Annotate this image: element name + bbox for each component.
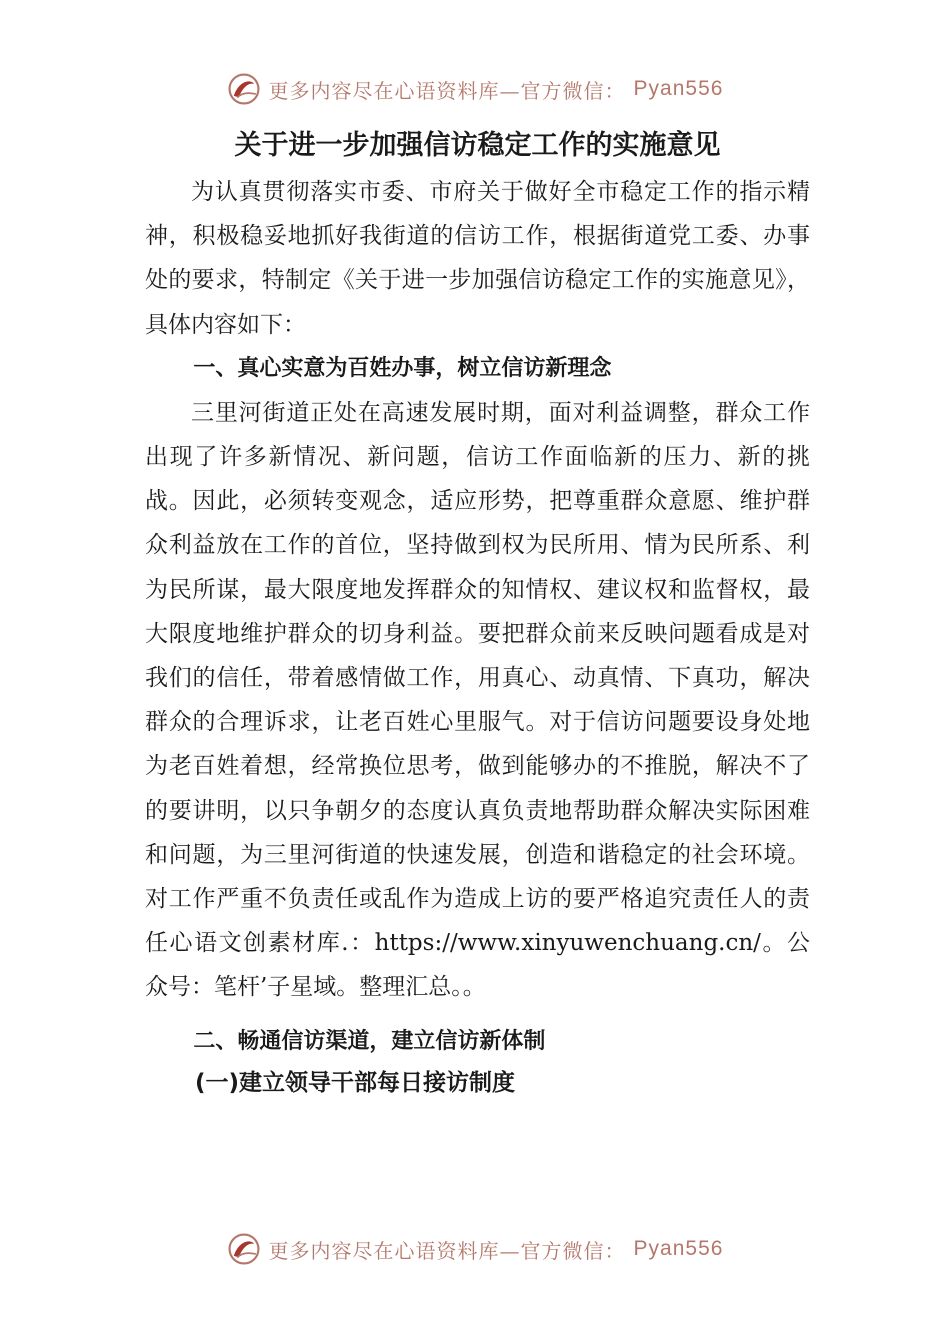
section1-paragraph: 三里河街道正处在高速发展时期，面对利益调整，群众工作出现了许多新情况、新问题，信访工作面临新的压力、新的挑战。因此，必须转变观念，适应形势，把尊重群众意愿、维护群众利益放在工作的首位，坚持做到权为民所用、情为民所系、利为民所谋，最大限度地发挥群众的知情权、建议权和监督权，最大限度地维护群众的切身利益。要把群众前来反映问题看成是对我们的信任，带着感情做工作，用真心、动真情、下真功，解决群众的合理诉求，让老百姓心里服气。对于信访问题要设身处地为老百姓着想，经常换位思考，做到能够办的不推脱，解决不了的要讲明，以只争朝夕的态度认真负责地帮助群众解决实际困难和问题，为三里河街道的快速发展，创造和谐稳定的社会环境。对工作严重不负责任或乱作为造成上访的要严格追究责任人的责任心语文创素材库.：https://www.xinyuwenchuang.cn/。公众号：笔杆’子星域。整理汇总。。 <box>145 399 810 1001</box>
watermark-wechat-id: Pyan556 <box>633 1237 724 1260</box>
document-body <box>145 124 810 1102</box>
section1-heading: 一、真心实意为百姓办事，树立信访新理念 <box>193 355 612 381</box>
section2-heading: 二、畅通信访渠道，建立信访新体制 <box>193 1028 546 1054</box>
section2-subheading-1: (一)建立领导干部每日接访制度 <box>195 1069 516 1096</box>
watermark-text: 更多内容尽在心语资料库—官方微信： <box>268 78 626 103</box>
ink-swirl-logo-icon <box>227 1232 261 1266</box>
document-title: 关于进一步加强信访稳定工作的实施意见 <box>234 130 721 161</box>
watermark-text: 更多内容尽在心语资料库—官方微信： <box>268 1238 626 1263</box>
watermark-wechat-id: Pyan556 <box>633 77 724 100</box>
intro-paragraph: 为认真贯彻落实市委、市府关于做好全市稳定工作的指示精神，积极稳妥地抓好我街道的信访工作，根据街道党工委、办事处的要求，特制定《关于进一步加强信访稳定工作的实施意见》，具体内容如下： <box>145 179 810 338</box>
watermark-footer <box>0 1232 950 1266</box>
watermark-header <box>0 72 950 106</box>
ink-swirl-logo-icon <box>227 72 261 106</box>
